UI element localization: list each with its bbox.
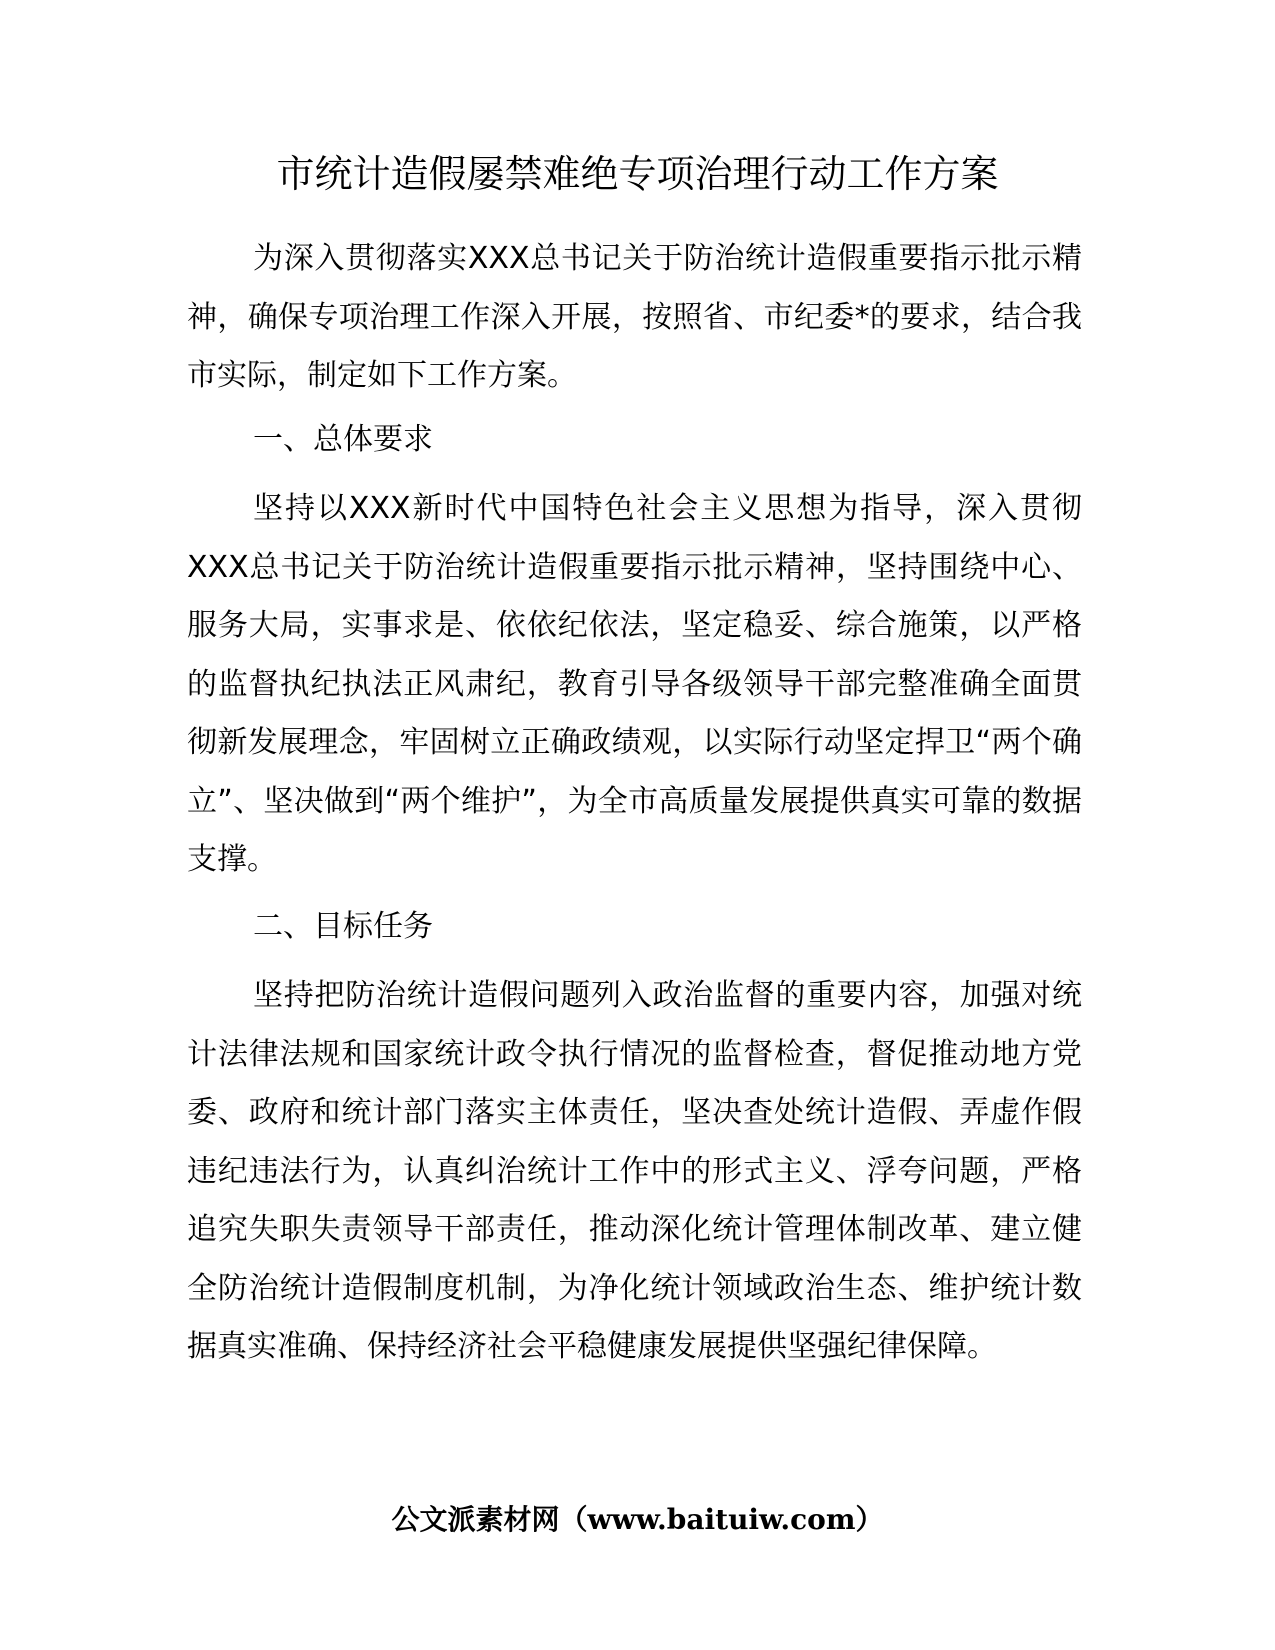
target-tasks-paragraph: 坚持把防治统计造假问题列入政治监督的重要内容，加强对统计法律法规和国家统计政令执行情况的监督检查，督促推动地方党委、政府和统计部门落实主体责任，坚决查处统计造假、弄虚作假违纪违法行为，认真纠治统计工作中的形式主义、浮夸问题，严格追究失职失责领导干部责任，推动深化统计管理体制改革、建立健全防治统计造假制度机制，为净化统计领域政治生态、维护统计数据真实准确、保持经济社会平稳健康发展提供坚强纪律保障。 [187, 978, 1082, 1364]
section-heading-overall-requirements: 一、总体要求 [253, 422, 433, 457]
footer-watermark-text: 公文派素材网（www.baituiw.com） [391, 1503, 884, 1536]
document-title: 市统计造假屡禁难绝专项治理行动工作方案 [276, 152, 999, 196]
section-heading-target-tasks: 二、目标任务 [253, 909, 433, 944]
intro-paragraph: 为深入贯彻落实XXX总书记关于防治统计造假重要指示批示精神，确保专项治理工作深入开展，按照省、市纪委*的要求，结合我市实际，制定如下工作方案。 [187, 241, 1082, 393]
overall-requirements-paragraph: 坚持以XXX新时代中国特色社会主义思想为指导，深入贯彻XXX总书记关于防治统计造假重要指示批示精神，坚持围绕中心、服务大局，实事求是、依依纪依法，坚定稳妥、综合施策，以严格的监督执纪执法正风肃纪，教育引导各级领导干部完整准确全面贯彻新发展理念，牢固树立正确政绩观，以实际行动坚定捍卫“两个确立”、坚决做到“两个维护”，为全市高质量发展提供真实可靠的数据支撑。 [187, 491, 1082, 877]
